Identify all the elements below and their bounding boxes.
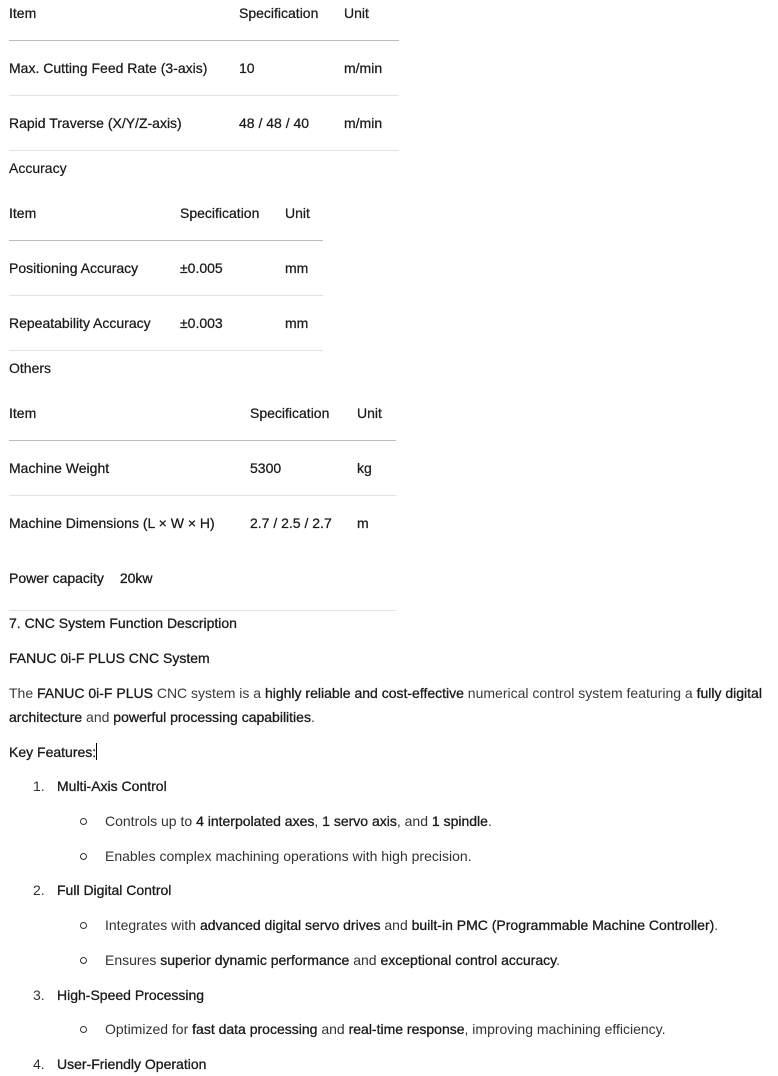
cell-spec: 48 / 48 / 40 xyxy=(239,115,310,131)
header-item: Item xyxy=(9,405,37,421)
table-row xyxy=(9,241,323,296)
cell-spec: ±0.003 xyxy=(180,315,223,331)
others-table xyxy=(9,386,396,550)
bullet-bold: built-in PMC (Programmable Machine Controller) xyxy=(411,917,715,933)
bullet-bold: superior dynamic performance xyxy=(160,952,350,968)
cell-item: Machine Weight xyxy=(9,460,110,476)
bullet-text: and xyxy=(349,952,381,968)
feature-number: 3. xyxy=(33,987,45,1003)
power-capacity-row xyxy=(9,570,153,586)
header-specification: Specification xyxy=(239,5,319,21)
header-unit: Unit xyxy=(285,205,310,221)
bullet-text: , and xyxy=(396,813,432,829)
power-capacity-value: 20kw xyxy=(119,570,153,586)
section-label-others: Others xyxy=(9,360,52,376)
divider xyxy=(9,610,396,611)
bullet-text: and xyxy=(317,1021,349,1037)
intro-text: numerical control system featuring a xyxy=(463,685,697,701)
bullet-text: . xyxy=(714,917,719,933)
cell-item: Max. Cutting Feed Rate (3-axis) xyxy=(9,60,208,76)
bullet-text: , improving machining efficiency. xyxy=(464,1021,666,1037)
circle-bullet-icon xyxy=(80,853,87,860)
cell-unit: kg xyxy=(357,460,372,476)
text-cursor xyxy=(96,743,97,760)
cell-spec: ±0.005 xyxy=(180,260,223,276)
feature-bullet xyxy=(105,848,472,864)
header-item: Item xyxy=(9,5,37,21)
cell-item: Repeatability Accuracy xyxy=(9,315,151,331)
circle-bullet-icon xyxy=(80,922,87,929)
bullet-bold: 4 interpolated axes xyxy=(196,813,315,829)
header-item: Item xyxy=(9,205,37,221)
bullet-text: Ensures xyxy=(105,952,161,968)
accuracy-table xyxy=(9,186,323,351)
table-header-row xyxy=(9,386,396,441)
cell-spec: 10 xyxy=(239,60,255,76)
table-row xyxy=(9,496,396,551)
bullet-text: Integrates with xyxy=(105,917,200,933)
cell-item: Rapid Traverse (X/Y/Z-axis) xyxy=(9,115,182,131)
speed-table xyxy=(9,0,399,151)
section-heading: 7. CNC System Function Description xyxy=(9,615,237,631)
feature-title: High-Speed Processing xyxy=(57,987,205,1003)
header-unit: Unit xyxy=(344,5,369,21)
feature-bullet xyxy=(105,813,492,829)
header-specification: Specification xyxy=(180,205,260,221)
system-subheading: FANUC 0i-F PLUS CNC System xyxy=(9,650,210,666)
feature-bullet xyxy=(105,1021,666,1037)
cell-unit: mm xyxy=(285,315,309,331)
intro-paragraph xyxy=(9,681,769,729)
bullet-text: . xyxy=(487,813,492,829)
feature-title: Multi-Axis Control xyxy=(57,778,167,794)
header-unit: Unit xyxy=(357,405,382,421)
bullet-text: . xyxy=(556,952,560,968)
section-label-accuracy: Accuracy xyxy=(9,160,67,176)
header-specification: Specification xyxy=(250,405,330,421)
intro-text: The xyxy=(9,685,38,701)
cell-item: Machine Dimensions (L × W × H) xyxy=(9,515,215,531)
table-row xyxy=(9,96,399,151)
feature-bullet xyxy=(105,952,560,968)
bullet-bold: advanced digital servo drives xyxy=(199,917,381,933)
key-features-text: Key Features: xyxy=(9,744,97,760)
bullet-bold: fast data processing xyxy=(192,1021,318,1037)
circle-bullet-icon xyxy=(80,818,87,825)
key-features-label[interactable] xyxy=(9,743,97,760)
feature-number: 4. xyxy=(33,1056,45,1072)
intro-bold: FANUC 0i-F PLUS xyxy=(37,685,153,701)
feature-title: Full Digital Control xyxy=(57,882,172,898)
bullet-bold: real-time response xyxy=(348,1021,465,1037)
bullet-text: and xyxy=(380,917,412,933)
intro-text: and xyxy=(82,709,114,725)
bullet-text: Controls up to xyxy=(105,813,197,829)
table-header-row xyxy=(9,186,323,241)
bullet-text: Enables complex machining operations with high precision. xyxy=(105,848,472,864)
cell-unit: mm xyxy=(285,260,309,276)
cell-unit: m/min xyxy=(344,60,383,76)
feature-title: User-Friendly Operation xyxy=(57,1056,207,1072)
intro-bold: fully digital architecture xyxy=(9,685,762,725)
intro-text: . xyxy=(310,709,315,725)
intro-bold: powerful processing capabilities xyxy=(113,709,311,725)
cell-item: Positioning Accuracy xyxy=(9,260,139,276)
power-capacity-label: Power capacity xyxy=(9,570,104,586)
table-row xyxy=(9,441,396,496)
cell-spec: 2.7 / 2.5 / 2.7 xyxy=(250,515,332,531)
circle-bullet-icon xyxy=(80,1026,87,1033)
circle-bullet-icon xyxy=(80,957,87,964)
table-row xyxy=(9,41,399,96)
table-header-row xyxy=(9,0,399,41)
cell-unit: m xyxy=(357,515,369,531)
feature-number: 1. xyxy=(33,778,45,794)
intro-bold: highly reliable and cost-effective xyxy=(264,685,464,701)
bullet-bold: 1 spindle xyxy=(431,813,488,829)
cell-spec: 5300 xyxy=(250,460,282,476)
intro-text: CNC system is a xyxy=(152,685,265,701)
bullet-text: , xyxy=(314,813,323,829)
cell-unit: m/min xyxy=(344,115,383,131)
bullet-text: Optimized for xyxy=(105,1021,193,1037)
table-row xyxy=(9,296,323,351)
bullet-bold: exceptional control accuracy xyxy=(380,952,557,968)
feature-number: 2. xyxy=(33,882,45,898)
bullet-bold: 1 servo axis xyxy=(322,813,397,829)
feature-bullet xyxy=(105,917,718,933)
